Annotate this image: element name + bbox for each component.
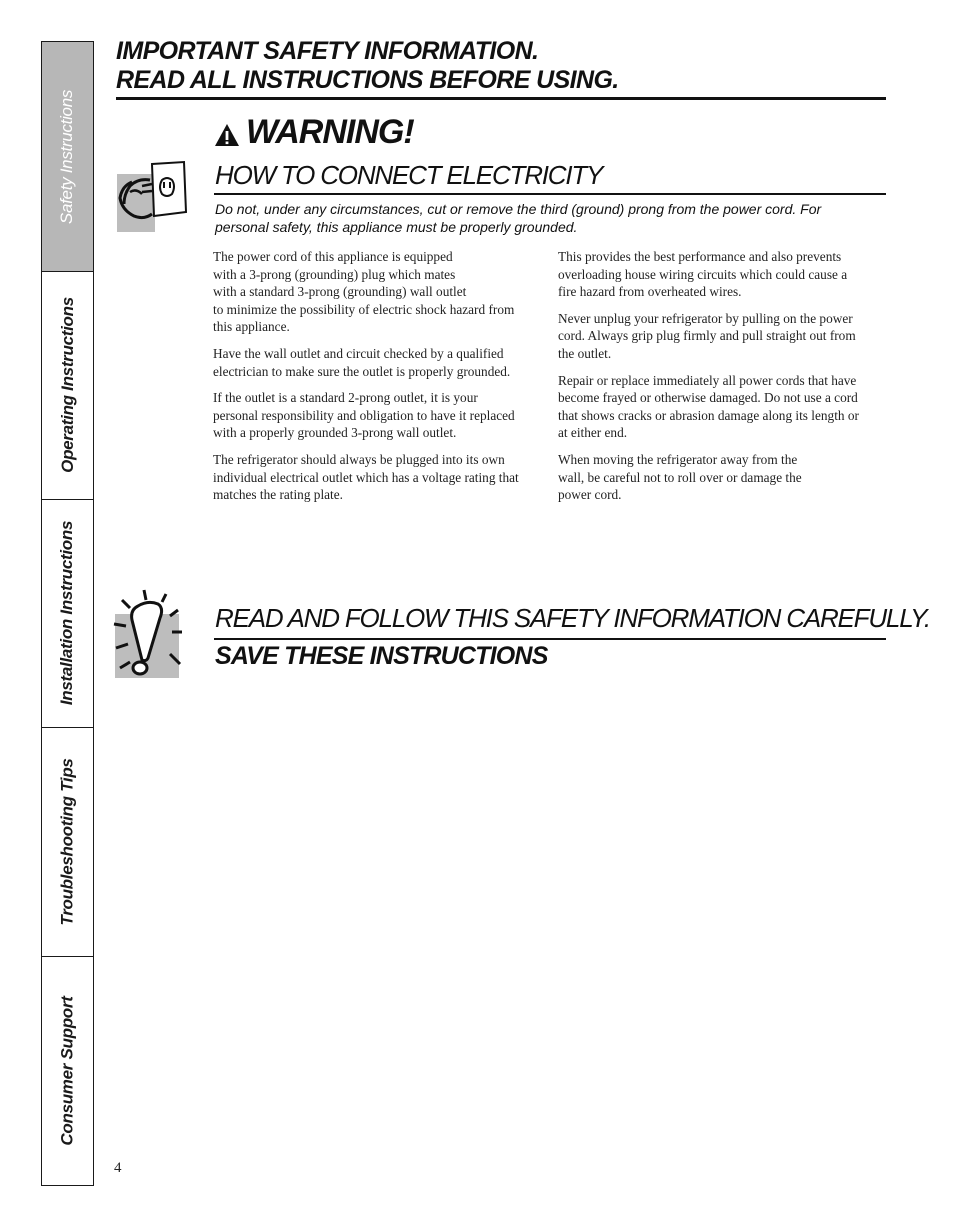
tab-label: Installation Instructions <box>57 520 77 706</box>
tab-consumer-support[interactable] <box>42 956 93 1185</box>
header-divider <box>116 97 886 100</box>
warning-banner <box>214 113 414 152</box>
tab-installation-instructions[interactable] <box>42 499 93 728</box>
tab-label: Operating Instructions <box>57 297 77 473</box>
paragraph: If the outlet is a standard 2-prong outlet, it is your personal responsibility and obligation to have it replaced with a properly grounded 3-prong wall outlet. <box>213 390 515 441</box>
paragraph: Never unplug your refrigerator by pulling on the power cord. Always grip plug firmly and pull straight out from the outlet. <box>558 310 856 361</box>
page-title <box>116 37 619 95</box>
tab-label: Troubleshooting Tips <box>57 757 77 926</box>
page-number: 4 <box>114 1160 122 1176</box>
exclamation-alert-icon <box>108 588 188 680</box>
grounding-warning-line-2: personal safety, this appliance must be properly grounded. <box>215 219 578 235</box>
section-heading-read-follow: READ AND FOLLOW THIS SAFETY INFORMATION CAREFULLY. <box>215 603 930 633</box>
paragraph: The power cord of this appliance is equipped with a 3-prong (grounding) plug which mates with a standard 3-prong (grounding) wall outlet to minimize the possibility of electric shock hazard from this appliance. <box>213 249 515 335</box>
section-divider <box>214 638 886 640</box>
section-sidebar <box>41 41 94 1186</box>
body-column-left <box>213 248 548 513</box>
body-column-right <box>558 248 888 513</box>
save-instructions-heading: SAVE THESE INSTRUCTIONS <box>215 642 548 670</box>
page-title-line-1: IMPORTANT SAFETY INFORMATION. <box>116 37 539 65</box>
plug-outlet-icon <box>110 158 190 236</box>
paragraph: Have the wall outlet and circuit checked by a qualified electrician to make sure the outlet is properly grounded. <box>213 345 511 379</box>
paragraph: This provides the best performance and also prevents overloading house wiring circuits which could cause a fire hazard from overheated wires. <box>558 249 848 300</box>
tab-label: Safety Instructions <box>57 89 77 224</box>
paragraph: When moving the refrigerator away from the wall, be careful not to roll over or damage the power cord. <box>558 451 802 503</box>
tab-label: Consumer Support <box>57 995 77 1146</box>
page-title-line-2: READ ALL INSTRUCTIONS BEFORE USING. <box>116 66 619 94</box>
tab-operating-instructions[interactable] <box>42 271 93 500</box>
tab-troubleshooting-tips[interactable] <box>42 727 93 957</box>
section-heading-electricity: HOW TO CONNECT ELECTRICITY <box>215 160 603 190</box>
section-divider <box>214 193 886 195</box>
warning-triangle-icon <box>214 123 240 147</box>
grounding-warning-text <box>215 200 865 236</box>
warning-label: WARNING! <box>246 113 414 151</box>
tab-safety-instructions[interactable] <box>42 42 93 272</box>
paragraph: The refrigerator should always be plugged into its own individual electrical outlet which has a voltage rating that matches the rating plate. <box>213 451 519 503</box>
paragraph: Repair or replace immediately all power cords that have become frayed or otherwise damaged. Do not use a cord that shows cracks or abrasion damage along its length or at either end. <box>558 372 859 441</box>
grounding-warning-line-1: Do not, under any circumstances, cut or remove the third (ground) prong from the power cord. For <box>215 201 822 217</box>
